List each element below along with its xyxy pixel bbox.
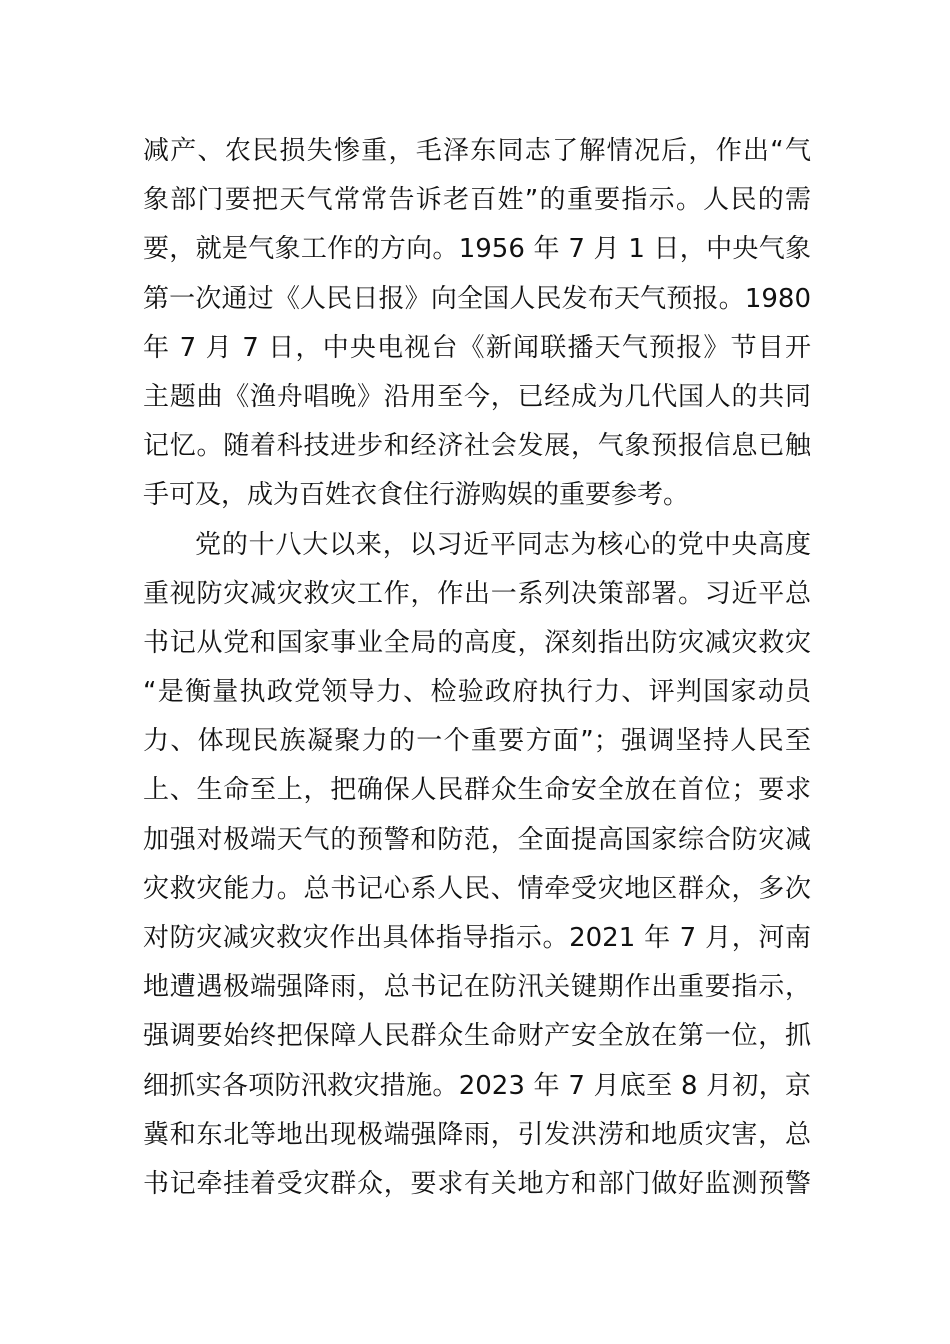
text-line: 象部门要把天气常常告诉老百姓”的重要指示。人民的需: [143, 185, 811, 216]
text-line: 细抓实各项防汛救灾措施。2023 年 7 月底至 8 月初，京: [143, 1070, 811, 1101]
text-line: 力、体现民族凝聚力的一个重要方面”；强调坚持人民至: [143, 726, 811, 757]
text-line: 党的十八大以来，以习近平同志为核心的党中央高度: [195, 529, 811, 560]
text-line: 书记牵挂着受灾群众，要求有关地方和部门做好监测预警: [143, 1168, 811, 1199]
body-text: [143, 127, 811, 1209]
text-line: 手可及，成为百姓衣食住行游购娱的重要参考。: [143, 480, 690, 511]
text-line: 灾救灾能力。总书记心系人民、情牵受灾地区群众，多次: [143, 873, 811, 904]
text-line: 减产、农民损失惨重，毛泽东同志了解情况后，作出“气: [143, 136, 811, 166]
text-line: 第一次通过《人民日报》向全国人民发布天气预报。1980: [143, 283, 811, 314]
text-line: 年 7 月 7 日，中央电视台《新闻联播天气预报》节目开: [143, 332, 811, 363]
text-line: 上、生命至上，把确保人民群众生命安全放在首位；要求: [143, 775, 811, 806]
text-line: 主题曲《渔舟唱晚》沿用至今，已经成为几代国人的共同: [143, 381, 811, 412]
paragraph: [143, 127, 811, 521]
text-line: 书记从党和国家事业全局的高度，深刻指出防灾减灾救灾: [143, 627, 811, 658]
text-line: 加强对极端天气的预警和防范，全面提高国家综合防灾减: [143, 824, 811, 855]
text-line: 对防灾减灾救灾作出具体指导指示。2021 年 7 月，河南: [143, 923, 811, 953]
text-line: 强调要始终把保障人民群众生命财产安全放在第一位，抓: [143, 1021, 811, 1052]
text-line: 地遭遇极端强降雨，总书记在防汛关键期作出重要指示，: [143, 972, 811, 1003]
text-line: “是衡量执政党领导力、检验政府执行力、评判国家动员: [143, 677, 811, 708]
text-line: 要，就是气象工作的方向。1956 年 7 月 1 日，中央气象: [143, 234, 811, 265]
text-line: 记忆。随着科技进步和经济社会发展，气象预报信息已触: [143, 431, 811, 462]
text-line: 重视防灾减灾救灾工作，作出一系列决策部署。习近平总: [143, 578, 811, 609]
paragraph: [143, 521, 811, 1210]
text-line: 冀和东北等地出现极端强降雨，引发洪涝和地质灾害，总: [143, 1119, 811, 1150]
